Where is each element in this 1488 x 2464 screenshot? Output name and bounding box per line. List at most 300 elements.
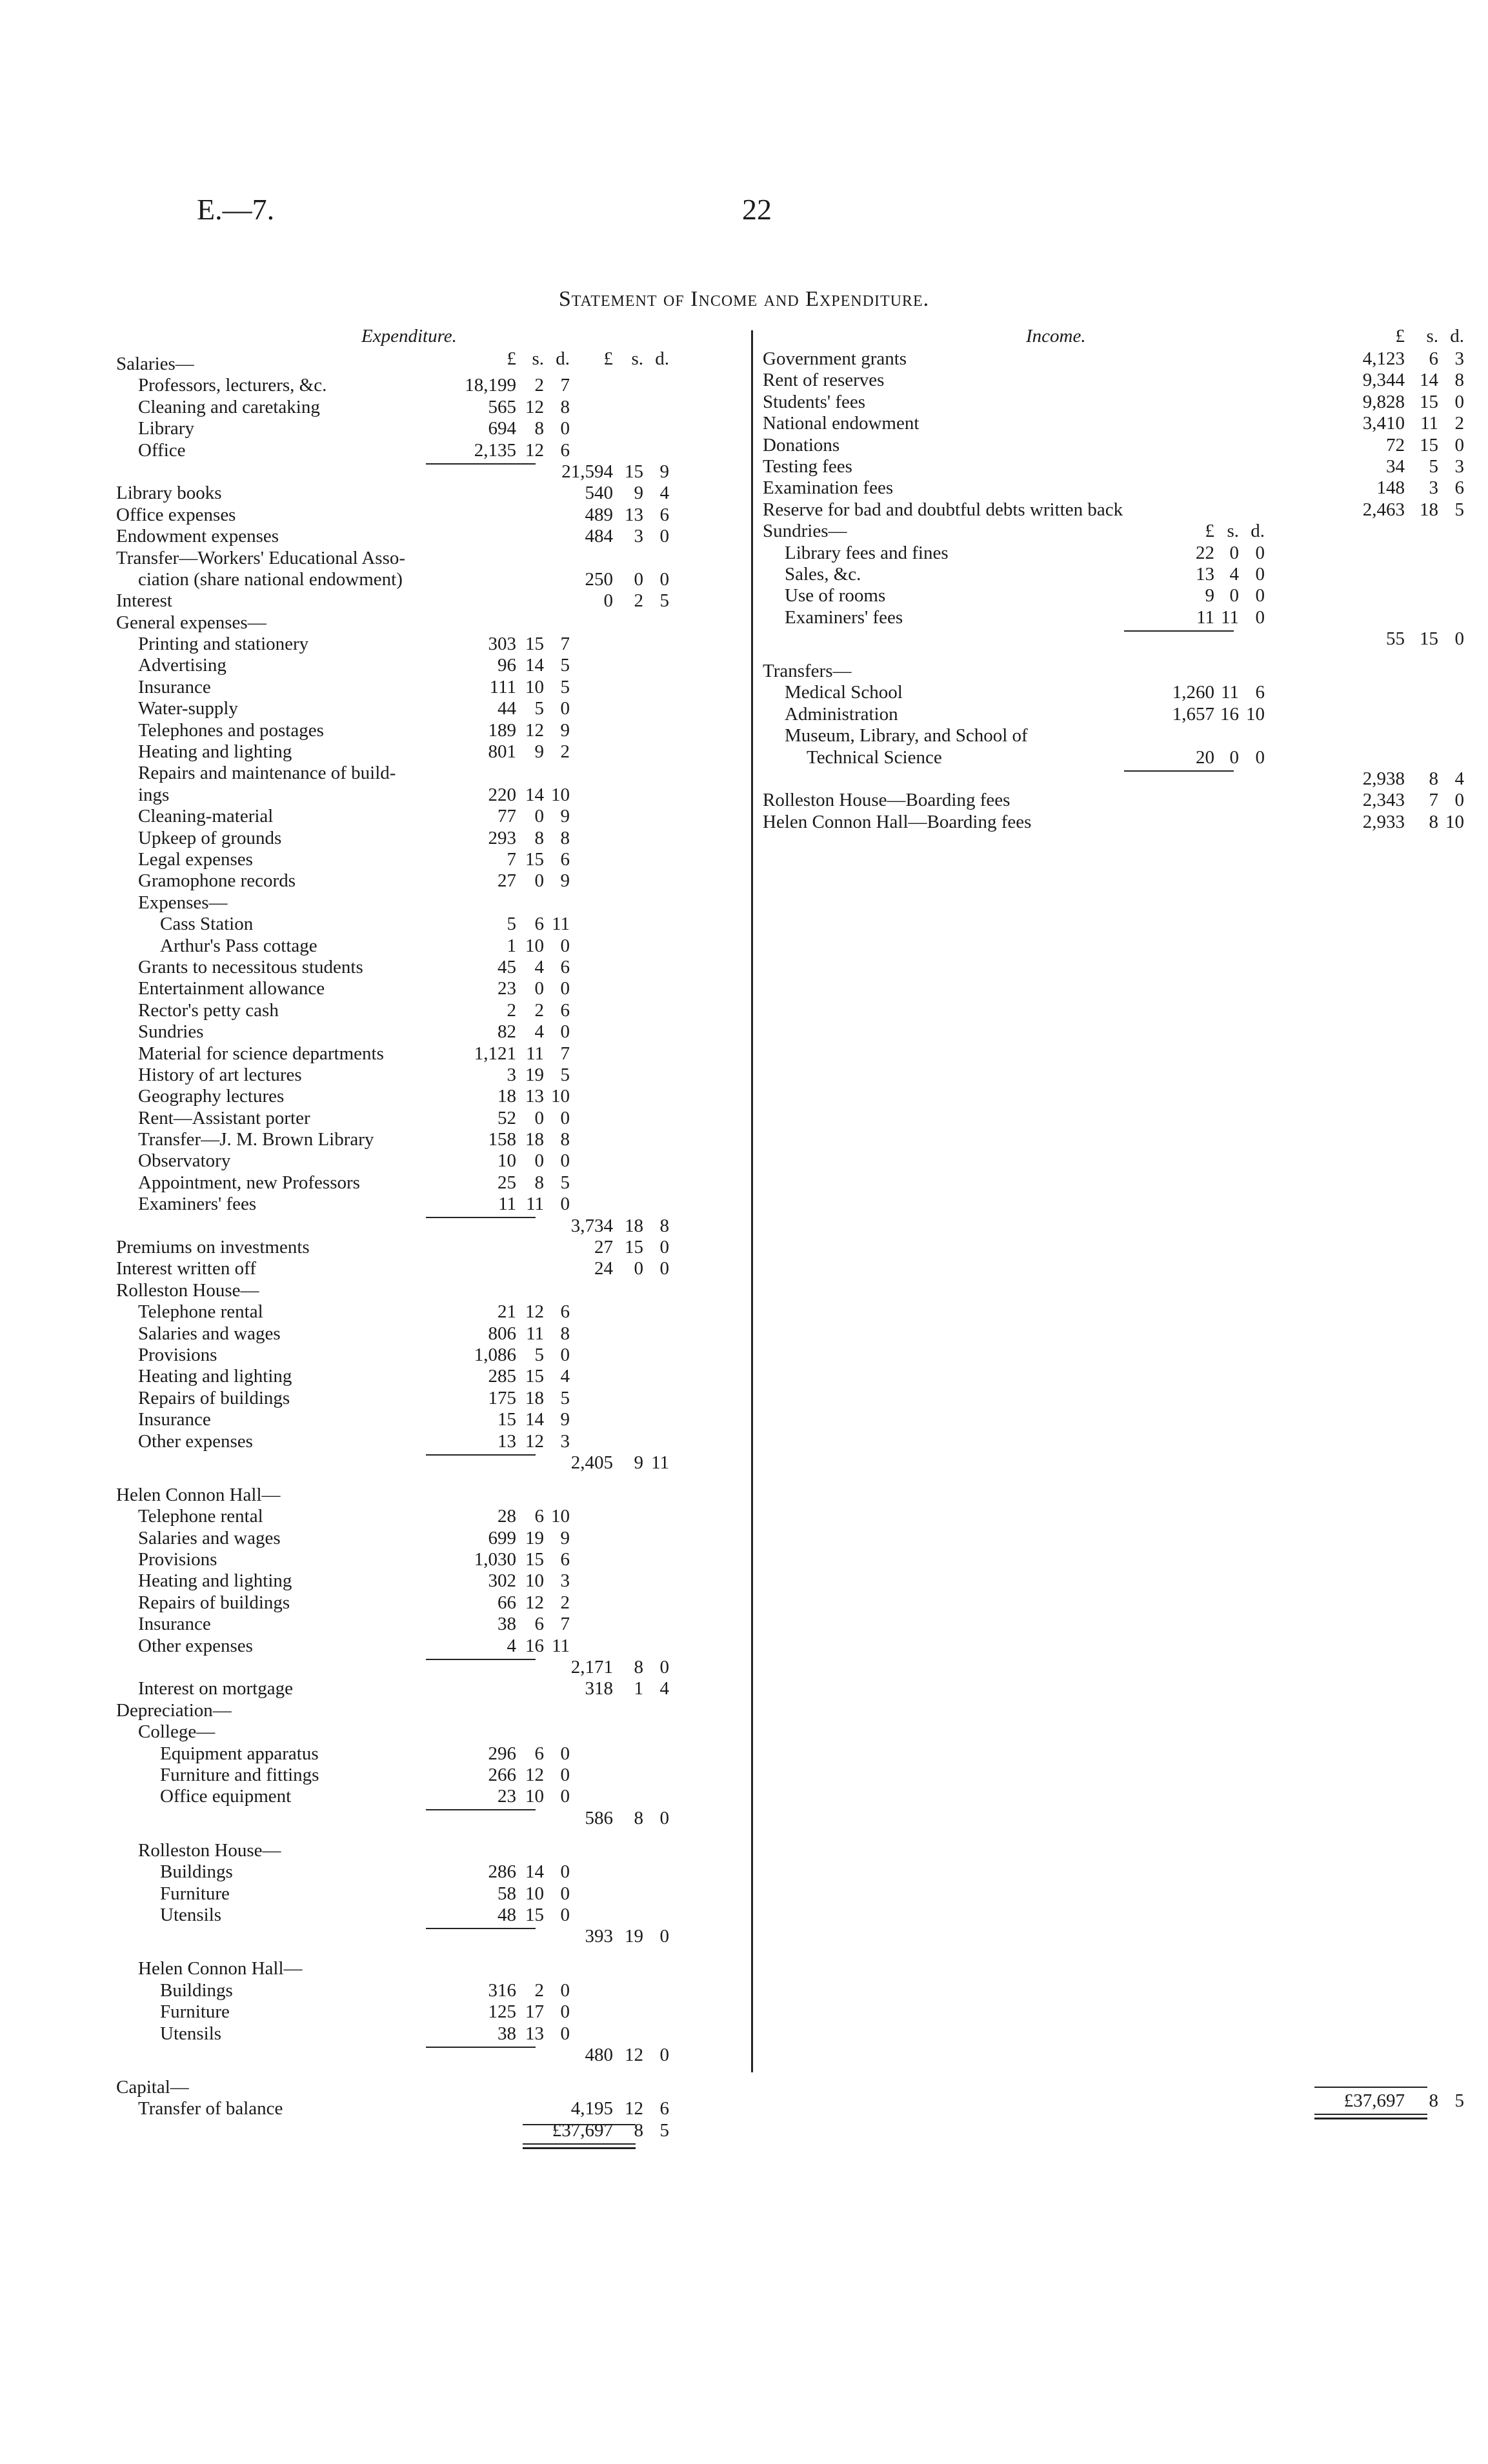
income-sub-head-pounds: £ <box>1205 521 1214 542</box>
expenditure-column-labels <box>116 348 745 370</box>
expenditure-row <box>116 2001 745 2023</box>
expenditure-outer-amount-pounds: 586 <box>585 1807 613 1828</box>
expenditure-row <box>116 1678 745 1699</box>
income-outer-amount-pounds: 34 <box>1386 456 1405 477</box>
income-label: National endowment <box>763 413 920 434</box>
expenditure-inner-amount-pence: 0 <box>560 1021 570 1043</box>
expenditure-outer-amount-shillings: 0 <box>634 1258 643 1279</box>
expenditure-label-row <box>116 348 745 370</box>
expenditure-outer-amount-shillings: 0 <box>634 568 643 590</box>
income-outer-amount-pounds: 148 <box>1376 477 1405 499</box>
income-row <box>763 434 1464 456</box>
income-total-rule <box>1314 2087 1427 2088</box>
expenditure-row <box>116 1150 745 1172</box>
expenditure-inner-amount-pence: 6 <box>560 1549 570 1570</box>
expenditure-row <box>116 2023 745 2045</box>
income-inner-amount-pounds: 20 <box>1196 746 1214 768</box>
expenditure-inner-amount-pounds: 189 <box>488 719 516 741</box>
expenditure-inner-amount-pence: 0 <box>560 1883 570 1904</box>
expenditure-label: Transfer of balance <box>138 2098 283 2119</box>
expenditure-row <box>116 1108 745 1129</box>
income-inner-amount-shillings: 0 <box>1229 585 1239 606</box>
expenditure-inner-amount-pence: 2 <box>560 1592 570 1613</box>
income-outer-amount-pounds: 9,344 <box>1362 370 1405 391</box>
expenditure-label: Equipment apparatus <box>160 1743 319 1764</box>
expenditure-row <box>116 1636 745 1657</box>
expenditure-inner-amount-shillings: 17 <box>525 2001 544 2023</box>
expenditure-row <box>116 1000 745 1021</box>
expenditure-inner-amount-pounds: 5 <box>507 914 516 935</box>
expenditure-inner-amount-pence: 0 <box>560 1194 570 1215</box>
expenditure-inner-amount-pence: 0 <box>560 1979 570 2001</box>
expenditure-label: Helen Connon Hall— <box>116 1484 281 1505</box>
expenditure-inner-amount-pence: 0 <box>560 1150 570 1172</box>
expenditure-inner-amount-pence: 8 <box>560 1129 570 1150</box>
expenditure-inner-amount-pence: 11 <box>552 1635 570 1656</box>
expenditure-label: Grants to necessitous students <box>138 956 363 977</box>
income-inner-amount-pence: 0 <box>1255 585 1265 606</box>
expenditure-inner-amount-shillings: 8 <box>534 1172 544 1193</box>
expenditure-inner-amount-pence: 6 <box>560 439 570 461</box>
expenditure-row <box>116 741 745 763</box>
expenditure-label: Transfer—J. M. Brown Library <box>138 1129 374 1150</box>
expenditure-row <box>116 828 745 849</box>
expenditure-row <box>116 1786 745 1807</box>
income-label: Examiners' fees <box>785 606 903 628</box>
expenditure-inner-amount-pounds: 7 <box>507 848 516 870</box>
expenditure-outer-amount-pounds: 484 <box>585 526 613 547</box>
expenditure-inner-amount-pounds: 21 <box>498 1301 516 1323</box>
expenditure-inner-amount-pence: 4 <box>560 1366 570 1387</box>
income-inner-amount-pounds: 1,657 <box>1172 703 1214 725</box>
expenditure-row <box>116 1086 745 1107</box>
expenditure-inner-amount-shillings: 0 <box>534 870 544 892</box>
expenditure-inner-amount-shillings: 10 <box>525 1786 544 1807</box>
expenditure-row <box>116 1743 745 1765</box>
income-outer-amount-shillings: 18 <box>1420 499 1438 520</box>
expenditure-label: Salaries and wages <box>138 1323 281 1344</box>
expenditure-inner-amount-pence: 0 <box>560 1786 570 1807</box>
expenditure-inner-amount-pence: 0 <box>560 418 570 439</box>
expenditure-inner-amount-shillings: 16 <box>525 1635 544 1656</box>
expenditure-inner-amount-pence: 5 <box>560 1064 570 1085</box>
income-outer-amount-pence: 2 <box>1454 413 1464 434</box>
expenditure-inner-amount-pence: 7 <box>560 634 570 655</box>
expenditure-label: Salaries— <box>116 354 194 374</box>
income-inner-amount-shillings: 0 <box>1229 746 1239 768</box>
expenditure-label: Interest on mortgage <box>138 1678 293 1699</box>
expenditure-outer-amount-shillings: 18 <box>625 1215 643 1236</box>
expenditure-label: Furniture <box>160 2001 230 2023</box>
expenditure-inner-amount-pence: 7 <box>560 1043 570 1064</box>
expenditure-row <box>116 1065 745 1086</box>
expenditure-inner-amount-pence: 0 <box>560 1743 570 1764</box>
income-inner-amount-pounds: 9 <box>1205 585 1214 606</box>
expenditure-label: Utensils <box>160 1904 222 1925</box>
income-total-amount-pence: 5 <box>1454 2090 1464 2111</box>
income-label-row <box>763 326 1464 347</box>
expenditure-inner-amount-pounds: 66 <box>498 1592 516 1613</box>
expenditure-inner-amount-shillings: 12 <box>525 1592 544 1613</box>
expenditure-inner-amount-shillings: 15 <box>525 634 544 655</box>
expenditure-label: Library books <box>116 483 222 504</box>
expenditure-inner-amount-pounds: 1,121 <box>474 1043 516 1064</box>
expenditure-row <box>116 870 745 892</box>
income-outer-amount-shillings: 15 <box>1420 628 1438 650</box>
income-inner-amount-pence: 0 <box>1255 746 1265 768</box>
expenditure-inner-amount-pounds: 699 <box>488 1527 516 1548</box>
expenditure-inner-amount-shillings: 8 <box>534 418 544 439</box>
income-col-label-pounds: £ <box>1395 326 1405 346</box>
income-label: Students' fees <box>763 391 866 412</box>
expenditure-row <box>116 1345 745 1366</box>
expenditure-inner-amount-shillings: 10 <box>525 1570 544 1592</box>
expenditure-outer-amount-shillings: 15 <box>625 1237 643 1258</box>
expenditure-inner-amount-pounds: 3 <box>507 1064 516 1085</box>
expenditure-label: Telephone rental <box>138 1506 263 1527</box>
expenditure-inner-amount-pounds: 52 <box>498 1107 516 1128</box>
income-row <box>763 725 1395 746</box>
expenditure-label: Rolleston House— <box>116 1279 259 1301</box>
expenditure-label: Entertainment allowance <box>138 978 325 999</box>
expenditure-row <box>116 612 745 634</box>
expenditure-row <box>116 849 745 870</box>
income-label: Rolleston House—Boarding fees <box>763 790 1010 811</box>
income-inner-amount-shillings: 11 <box>1221 606 1239 628</box>
income-row <box>763 628 1464 661</box>
income-label: Technical Science <box>807 746 942 768</box>
expenditure-inner-amount-pence: 11 <box>552 914 570 935</box>
income-outer-amount-pence: 5 <box>1454 499 1464 520</box>
expenditure-inner-amount-shillings: 8 <box>534 827 544 848</box>
expenditure-row <box>116 1021 745 1043</box>
expenditure-row <box>116 1861 745 1883</box>
expenditure-label: Furniture <box>160 1883 230 1904</box>
expenditure-outer-amount-pence: 5 <box>659 2119 669 2141</box>
expenditure-inner-amount-pounds: 125 <box>488 2001 516 2023</box>
expenditure-outer-amount-pence: 11 <box>651 1452 669 1473</box>
expenditure-outer-amount-pence: 0 <box>659 568 669 590</box>
expenditure-inner-amount-pounds: 96 <box>498 655 516 676</box>
expenditure-label: Rolleston House— <box>138 1839 281 1861</box>
expenditure-inner-amount-pence: 8 <box>560 396 570 417</box>
expenditure-row <box>116 1614 745 1635</box>
expenditure-inner-amount-shillings: 14 <box>525 784 544 805</box>
expenditure-outer-amount-pounds: 393 <box>585 1926 613 1947</box>
expenditure-label: ciation (share national endowment) <box>138 568 403 590</box>
income-double-rule <box>1314 2114 1427 2119</box>
expenditure-row <box>116 892 745 914</box>
expenditure-inner-amount-pounds: 220 <box>488 784 516 805</box>
income-outer-amount-pounds: 2,463 <box>1362 499 1405 520</box>
expenditure-row <box>116 1452 745 1485</box>
expenditure-outer-amount-shillings: 15 <box>625 461 643 482</box>
expenditure-outer-amount-shillings: 2 <box>634 590 643 612</box>
expenditure-inner-amount-shillings: 15 <box>525 1904 544 1925</box>
expenditure-inner-amount-pounds: 15 <box>498 1409 516 1430</box>
income-inner-amount-shillings: 11 <box>1221 682 1239 703</box>
income-row <box>763 413 1464 434</box>
expenditure-inner-amount-pounds: 27 <box>498 870 516 892</box>
expenditure-inner-amount-pounds: 2 <box>507 999 516 1021</box>
expenditure-label: Office expenses <box>116 504 236 525</box>
expenditure-inner-amount-pounds: 11 <box>498 1194 516 1215</box>
expenditure-outer-amount-pounds: 3,734 <box>570 1215 613 1236</box>
income-outer-amount-pounds: 72 <box>1386 434 1405 456</box>
expenditure-label: Arthur's Pass cottage <box>160 935 317 956</box>
expenditure-inner-amount-pence: 0 <box>560 1765 570 1785</box>
expenditure-label: Library <box>138 418 194 439</box>
expenditure-row <box>116 1883 745 1905</box>
expenditure-row <box>116 483 745 504</box>
income-row <box>763 661 1395 682</box>
income-row <box>763 391 1464 413</box>
expenditure-outer-amount-pence: 4 <box>659 1678 669 1699</box>
expenditure-inner-amount-pence: 0 <box>560 2023 570 2044</box>
expenditure-inner-amount-pence: 9 <box>560 806 570 827</box>
expenditure-label: General expenses— <box>116 612 266 633</box>
expenditure-label: Cleaning-material <box>138 806 274 827</box>
expenditure-label: Interest <box>116 590 172 612</box>
expenditure-inner-amount-shillings: 12 <box>525 1765 544 1785</box>
expenditure-inner-amount-shillings: 6 <box>534 1614 544 1635</box>
income-outer-amount-pounds: 3,410 <box>1362 413 1405 434</box>
income-inner-amount-pence: 6 <box>1255 682 1265 703</box>
expenditure-inner-amount-pounds: 38 <box>498 1614 516 1635</box>
expenditure-inner-amount-shillings: 14 <box>525 1409 544 1430</box>
income-col-label-shillings: s. <box>1426 326 1438 346</box>
expenditure-inner-amount-pence: 0 <box>560 1861 570 1883</box>
expenditure-row <box>116 1528 745 1549</box>
expenditure-inner-amount-pounds: 2,135 <box>474 439 516 461</box>
expenditure-outer-amount-pence: 9 <box>659 461 669 482</box>
expenditure-inner-amount-pence: 0 <box>560 1107 570 1128</box>
expenditure-label: Observatory <box>138 1150 231 1172</box>
expenditure-row <box>116 785 745 806</box>
expenditure-label: Cleaning and caretaking <box>138 396 320 417</box>
expenditure-label: Rent—Assistant porter <box>138 1107 310 1128</box>
expenditure-label: Furniture and fittings <box>160 1765 319 1785</box>
expenditure-inner-amount-pounds: 82 <box>498 1021 516 1043</box>
expenditure-inner-amount-pence: 5 <box>560 1172 570 1193</box>
expenditure-label: Other expenses <box>138 1635 253 1656</box>
income-outer-amount-shillings: 15 <box>1420 391 1438 412</box>
expenditure-inner-amount-shillings: 0 <box>534 978 544 999</box>
income-table <box>763 348 1464 833</box>
income-label: Helen Connon Hall—Boarding fees <box>763 811 1032 832</box>
income-outer-amount-pounds: 55 <box>1386 628 1405 650</box>
expenditure-outer-amount-shillings: 9 <box>634 483 643 504</box>
income-outer-amount-shillings: 5 <box>1429 456 1438 477</box>
income-label: Sundries— <box>763 521 847 542</box>
expenditure-label: Professors, lecturers, &c. <box>138 375 327 396</box>
expenditure-inner-amount-pence: 6 <box>560 956 570 977</box>
expenditure-label: Geography lectures <box>138 1086 285 1107</box>
expenditure-label: Repairs and maintenance of build- <box>138 763 396 784</box>
expenditure-outer-amount-pounds: 21,594 <box>561 461 613 482</box>
expenditure-inner-amount-pence: 7 <box>560 1614 570 1635</box>
expenditure-row <box>116 1129 745 1150</box>
expenditure-label: Repairs of buildings <box>138 1592 290 1613</box>
statement-title: Statement of Income and Expenditure. <box>558 287 930 311</box>
expenditure-label: Provisions <box>138 1344 217 1365</box>
expenditure-label: Insurance <box>138 1409 211 1430</box>
expenditure-row <box>116 1926 745 1958</box>
expenditure-label: Heating and lighting <box>138 741 292 763</box>
income-row <box>763 456 1464 477</box>
income-inner-amount-pence: 0 <box>1255 606 1265 628</box>
expenditure-inner-amount-pounds: 45 <box>498 956 516 977</box>
expenditure-outer-amount-pounds: 2,171 <box>570 1657 613 1678</box>
expenditure-row <box>116 1549 745 1570</box>
expenditure-row <box>116 1657 745 1678</box>
expenditure-row <box>116 397 745 418</box>
expenditure-label: Telephones and postages <box>138 719 324 741</box>
expenditure-inner-amount-pence: 8 <box>560 827 570 848</box>
expenditure-label: Appointment, new Professors <box>138 1172 360 1193</box>
expenditure-inner-amount-shillings: 10 <box>525 676 544 697</box>
expenditure-inner-amount-shillings: 14 <box>525 655 544 676</box>
expenditure-label: ings <box>138 784 170 805</box>
expenditure-label: Endowment expenses <box>116 526 279 547</box>
expenditure-inner-amount-pence: 0 <box>560 1904 570 1925</box>
expenditure-inner-amount-pence: 0 <box>560 1344 570 1365</box>
income-total-amount-pounds: £37,697 <box>1343 2090 1405 2111</box>
expenditure-inner-amount-shillings: 6 <box>534 1506 544 1527</box>
income-sub-head-shillings: s. <box>1227 521 1239 542</box>
expenditure-label: Premiums on investments <box>116 1237 310 1258</box>
expenditure-inner-amount-pounds: 302 <box>488 1570 516 1592</box>
expenditure-inner-amount-pounds: 1 <box>507 935 516 956</box>
expenditure-inner-amount-pounds: 48 <box>498 1904 516 1925</box>
expenditure-inner-amount-pounds: 44 <box>498 698 516 719</box>
expenditure-row <box>116 526 745 547</box>
income-row <box>763 348 1464 370</box>
expenditure-inner-amount-pounds: 10 <box>498 1150 516 1172</box>
expenditure-label: Provisions <box>138 1549 217 1570</box>
expenditure-outer-amount-pence: 0 <box>659 1807 669 1828</box>
expenditure-row <box>116 1958 745 1979</box>
expenditure-outer-amount-pounds: 2,405 <box>570 1452 613 1473</box>
expenditure-row <box>116 1194 745 1215</box>
expenditure-row <box>116 978 745 999</box>
expenditure-row <box>116 461 745 483</box>
income-row <box>763 811 1464 833</box>
expenditure-inner-amount-pounds: 28 <box>498 1506 516 1527</box>
expenditure-row <box>116 2120 745 2141</box>
expenditure-label: Heating and lighting <box>138 1366 292 1387</box>
expenditure-row <box>116 1905 745 1926</box>
income-sub-head-pence: d. <box>1251 521 1265 542</box>
income-row <box>763 477 1464 499</box>
expenditure-inner-amount-pounds: 296 <box>488 1743 516 1764</box>
income-outer-amount-pence: 0 <box>1454 628 1464 650</box>
expenditure-outer-amount-shillings: 8 <box>634 1657 643 1678</box>
expenditure-row <box>116 763 745 784</box>
expenditure-outer-amount-pence: 4 <box>659 483 669 504</box>
expenditure-inner-amount-shillings: 2 <box>534 999 544 1021</box>
expenditure-inner-amount-shillings: 10 <box>525 1883 544 1904</box>
expenditure-row <box>116 418 745 439</box>
income-row <box>763 521 1395 542</box>
income-label: Transfers— <box>763 661 852 682</box>
income-column-labels <box>763 326 1464 347</box>
expenditure-inner-amount-pence: 6 <box>560 999 570 1021</box>
expenditure-inner-amount-pounds: 316 <box>488 1979 516 2001</box>
expenditure-inner-amount-pence: 10 <box>551 1086 570 1107</box>
expenditure-inner-amount-shillings: 0 <box>534 1107 544 1128</box>
expenditure-row <box>116 1280 745 1301</box>
expenditure-outer-amount-pounds: 318 <box>585 1678 613 1699</box>
expenditure-outer-amount-pounds: 27 <box>594 1237 613 1258</box>
expenditure-row <box>116 1485 745 1506</box>
expenditure-outer-amount-pounds: 540 <box>585 483 613 504</box>
expenditure-row <box>116 2045 745 2077</box>
income-outer-amount-pounds: 9,828 <box>1362 391 1405 412</box>
expenditure-outer-amount-pounds: £37,697 <box>552 2119 613 2141</box>
income-row <box>763 747 1395 768</box>
expenditure-outer-amount-shillings: 12 <box>625 2098 643 2119</box>
income-row <box>763 704 1395 725</box>
expenditure-inner-amount-pence: 0 <box>560 935 570 956</box>
expenditure-label: Examiners' fees <box>138 1194 257 1215</box>
expenditure-label: Telephone rental <box>138 1301 263 1323</box>
expenditure-inner-amount-shillings: 2 <box>534 1979 544 2001</box>
expenditure-label: Upkeep of grounds <box>138 827 282 848</box>
expenditure-row <box>116 1808 745 1840</box>
expenditure-inner-amount-shillings: 11 <box>526 1194 544 1215</box>
expenditure-label: Buildings <box>160 1861 233 1883</box>
income-label: Testing fees <box>763 456 852 477</box>
expenditure-outer-amount-pounds: 250 <box>585 568 613 590</box>
expenditure-row <box>116 655 745 676</box>
expenditure-row <box>116 1258 745 1279</box>
expenditure-row <box>116 590 745 612</box>
expenditure-inner-amount-shillings: 13 <box>525 1086 544 1107</box>
expenditure-inner-amount-shillings: 6 <box>534 1743 544 1764</box>
expenditure-label: Legal expenses <box>138 848 253 870</box>
income-row <box>763 790 1464 811</box>
expenditure-label: Repairs of buildings <box>138 1387 290 1408</box>
expenditure-row <box>116 1043 745 1065</box>
expenditure-outer-amount-pence: 0 <box>659 1258 669 1279</box>
income-row <box>763 499 1464 521</box>
expenditure-label: Heating and lighting <box>138 1570 292 1592</box>
expenditure-label: Rector's petty cash <box>138 999 279 1021</box>
expenditure-label: Printing and stationery <box>138 634 309 655</box>
expenditure-label: Advertising <box>138 655 226 676</box>
expenditure-inner-amount-shillings: 14 <box>525 1861 544 1883</box>
expenditure-inner-amount-pence: 5 <box>560 676 570 697</box>
expenditure-outer-amount-pounds: 0 <box>603 590 613 612</box>
expenditure-row <box>116 1506 745 1527</box>
income-outer-amount-pence: 3 <box>1454 456 1464 477</box>
income-label: Museum, Library, and School of <box>785 725 1028 746</box>
expenditure-inner-amount-pounds: 77 <box>498 806 516 827</box>
income-row <box>763 607 1395 628</box>
expenditure-inner-amount-shillings: 18 <box>525 1387 544 1408</box>
expenditure-inner-amount-pounds: 23 <box>498 978 516 999</box>
income-outer-amount-pence: 0 <box>1454 790 1464 811</box>
expenditure-outer-amount-pence: 6 <box>659 2098 669 2119</box>
expenditure-outer-amount-shillings: 9 <box>634 1452 643 1473</box>
page-number: 22 <box>742 193 772 226</box>
income-inner-amount-pounds: 13 <box>1196 563 1214 585</box>
expenditure-inner-amount-shillings: 15 <box>525 848 544 870</box>
expenditure-label: Depreciation— <box>116 1699 232 1721</box>
expenditure-outer-amount-pounds: 24 <box>594 1258 613 1279</box>
expenditure-row <box>116 1592 745 1614</box>
